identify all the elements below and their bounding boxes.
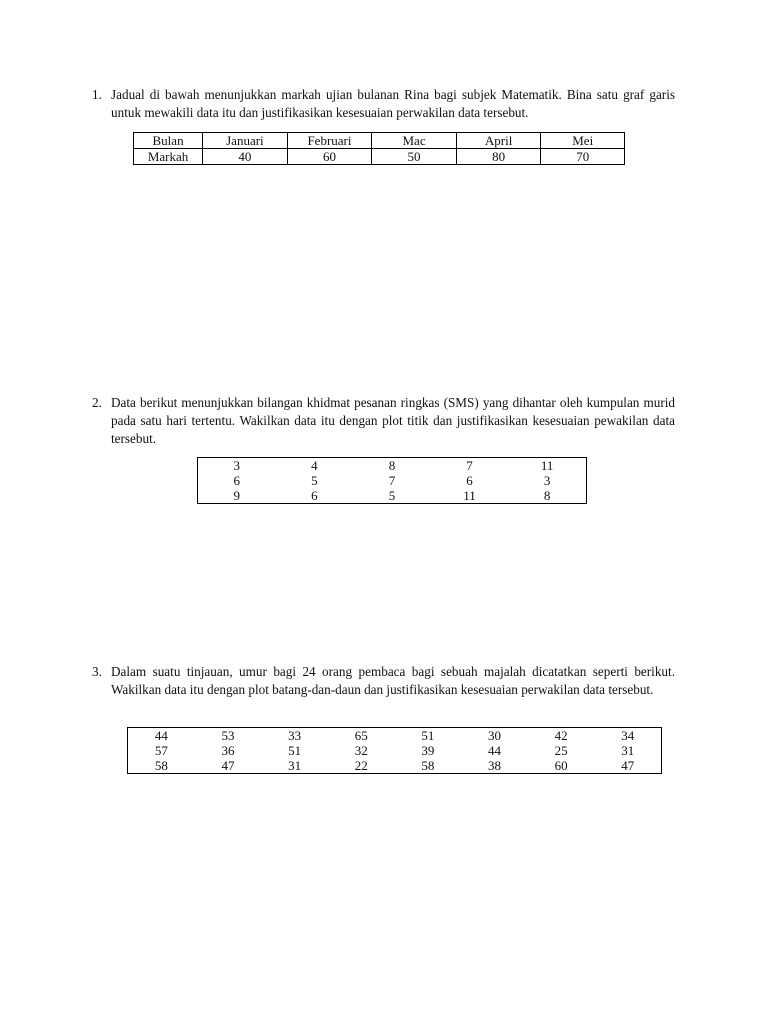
table-row [128, 743, 662, 758]
question-3 [92, 663, 675, 699]
table-cell: 32 [354, 743, 368, 758]
table-cell: 58 [421, 758, 435, 773]
table-row [128, 758, 662, 774]
table-cell: 65 [354, 728, 368, 743]
table-cell: 60 [554, 758, 568, 773]
table-cell: Mei [541, 133, 625, 149]
table-cell: 11 [540, 458, 554, 473]
table-cell: 30 [487, 728, 501, 743]
table-cell: Januari [203, 133, 288, 149]
table-row [198, 488, 587, 504]
table-cell: 22 [354, 758, 368, 773]
table-row [198, 458, 587, 474]
question-3-text: Dalam suatu tinjauan, umur bagi 24 orang pembaca bagi sebuah majalah dicatatkan seperti berikut. Wakilkan data itu dengan plot batang-dan-daun dan justifikasikan kesesuaian perwakilan data tersebut. [111, 664, 675, 697]
table-cell: 7 [388, 473, 396, 488]
table-cell: 3 [543, 473, 551, 488]
sms-data-table [197, 457, 587, 504]
table-cell: 31 [621, 743, 635, 758]
table-cell: 31 [288, 758, 302, 773]
table-cell: 25 [554, 743, 568, 758]
table-cell: 5 [311, 473, 318, 488]
table-cell: 60 [287, 149, 372, 165]
question-2-number: 2. [92, 395, 102, 410]
table-cell: 34 [621, 728, 635, 743]
table-cell: Februari [287, 133, 372, 149]
table-cell: 9 [233, 488, 241, 503]
table-cell: 44 [487, 743, 501, 758]
table-row [128, 728, 662, 744]
table-cell: April [456, 133, 541, 149]
marks-table [133, 132, 625, 165]
table-cell: 50 [372, 149, 457, 165]
question-1-text: Jadual di bawah menunjukkan markah ujian bulanan Rina bagi subjek Matematik. Bina satu graf garis untuk mewakili data itu dan justifikasikan kesesuaian perwakilan data tersebut. [111, 87, 675, 120]
table-cell: 57 [154, 743, 168, 758]
table-row [134, 149, 625, 165]
table-header-markah: Markah [134, 149, 203, 165]
table-cell: 40 [203, 149, 288, 165]
table-cell: 3 [233, 458, 241, 473]
table-cell: 7 [466, 458, 473, 473]
table-cell: 11 [463, 488, 476, 503]
table-cell: 51 [288, 743, 302, 758]
table-cell: 58 [154, 758, 168, 773]
question-3-text-block [92, 663, 675, 699]
table-cell: 8 [543, 488, 551, 503]
table-cell: 42 [554, 728, 568, 743]
table-cell: 39 [421, 743, 435, 758]
table-cell: Mac [372, 133, 457, 149]
question-1-text-block [92, 86, 675, 122]
table-cell: 8 [388, 458, 396, 473]
table-row [134, 133, 625, 149]
table-cell: 33 [288, 728, 302, 743]
question-2-text: Data berikut menunjukkan bilangan khidmat pesanan ringkas (SMS) yang dihantar oleh kumpulan murid pada satu hari tertentu. Wakilkan data itu dengan plot titik dan justifikasikan kesesuaian pewakilan data tersebut. [111, 395, 675, 446]
table-cell: 44 [154, 728, 168, 743]
table-cell: 5 [388, 488, 396, 503]
question-3-number: 3. [92, 664, 102, 679]
question-2-text-block [92, 394, 675, 448]
table-cell: 47 [221, 758, 235, 773]
table-cell: 38 [487, 758, 501, 773]
table-cell: 36 [221, 743, 235, 758]
table-cell: 6 [233, 473, 241, 488]
table-cell: 80 [456, 149, 541, 165]
question-2 [92, 394, 675, 448]
question-1-number: 1. [92, 87, 102, 102]
table-cell: 4 [311, 458, 318, 473]
table-cell: 51 [421, 728, 435, 743]
reader-age-table [127, 727, 662, 774]
table-cell: 70 [541, 149, 625, 165]
table-cell: 6 [311, 488, 318, 503]
question-1 [92, 86, 675, 122]
table-header-bulan: Bulan [134, 133, 203, 149]
table-row [198, 473, 587, 488]
table-cell: 47 [621, 758, 635, 773]
table-cell: 53 [221, 728, 235, 743]
table-cell: 6 [466, 473, 473, 488]
